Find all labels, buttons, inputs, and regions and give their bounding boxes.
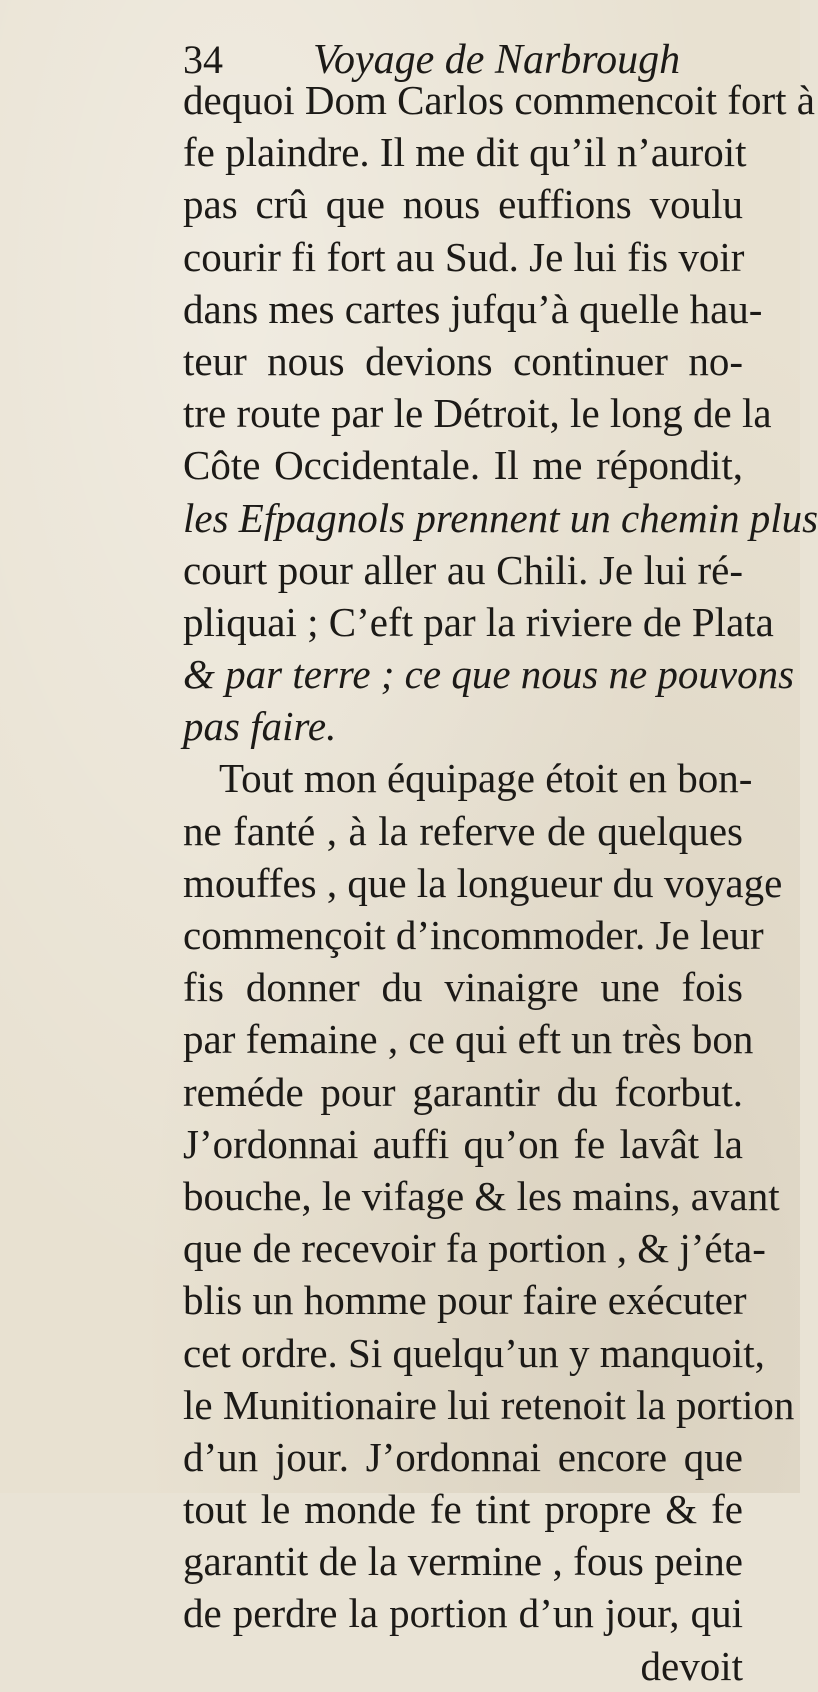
paragraph-start-line: Tout mon équipage étoit en bon- <box>219 755 753 802</box>
text-line: teur nous devions continuer no- <box>183 337 743 384</box>
text-line: de perdre la portion d’un jour, qui <box>183 1590 743 1637</box>
page-number: 34 <box>183 37 223 82</box>
text-line: par femaine , ce qui eft un très bon <box>183 1016 754 1063</box>
text-line: courir fi fort au Sud. Je lui fis voir <box>183 233 745 280</box>
text-line: pliquai ; C’eft par la riviere de Plata <box>183 598 774 645</box>
text-line: dans mes cartes jufqu’à quelle hau- <box>183 285 763 332</box>
text-line: pas crû que nous euffions voulu <box>183 181 743 228</box>
text-line: tre route par le Détroit, le long de la <box>183 390 772 437</box>
text-line: reméde pour garantir du fcorbut. <box>183 1068 743 1115</box>
text-line: Côte Occidentale. Il me répondit, <box>183 442 743 489</box>
catchword: devoit <box>640 1642 743 1689</box>
text-line: dequoi Dom Carlos commencoit fort à <box>183 77 815 123</box>
text-line: commençoit d’incommoder. Je leur <box>183 912 764 958</box>
text-line: que de recevoir fa portion , & j’éta- <box>183 1225 766 1272</box>
body-text <box>183 74 818 1692</box>
text-line: garantit de la vermine , fous peine <box>183 1538 743 1585</box>
text-line: bouche, le vifage & les mains, avant <box>183 1172 780 1219</box>
text-line-italic: & par terre ; ce que nous ne pouvons <box>183 651 795 698</box>
text-line: J’ordonnai auffi qu’on fe lavât la <box>183 1120 743 1167</box>
text-line: blis un homme pour faire exécuter <box>183 1277 747 1324</box>
text-line: mouffes , que la longueur du voyage <box>183 859 783 906</box>
text-line-italic: les Efpagnols prennent un chemin plus <box>183 494 818 541</box>
text-line: fe plaindre. Il me dit qu’il n’auroit <box>183 129 747 176</box>
text-line: court pour aller au Chili. Je lui ré- <box>183 546 743 593</box>
text-line: le Munitionaire lui retenoit la portion <box>183 1381 795 1428</box>
text-line: fis donner du vinaigre une fois <box>183 964 743 1011</box>
text-line-italic: pas faire. <box>183 703 337 750</box>
text-line: tout le monde fe tint propre & fe <box>183 1486 743 1533</box>
text-line: cet ordre. Si quelqu’un y manquoit, <box>183 1329 765 1376</box>
text-line: ne fanté , à la referve de quelques <box>183 807 743 854</box>
running-title: Voyage de Narbrough <box>313 37 681 83</box>
text-line: d’un jour. J’ordonnai encore que <box>183 1433 743 1480</box>
